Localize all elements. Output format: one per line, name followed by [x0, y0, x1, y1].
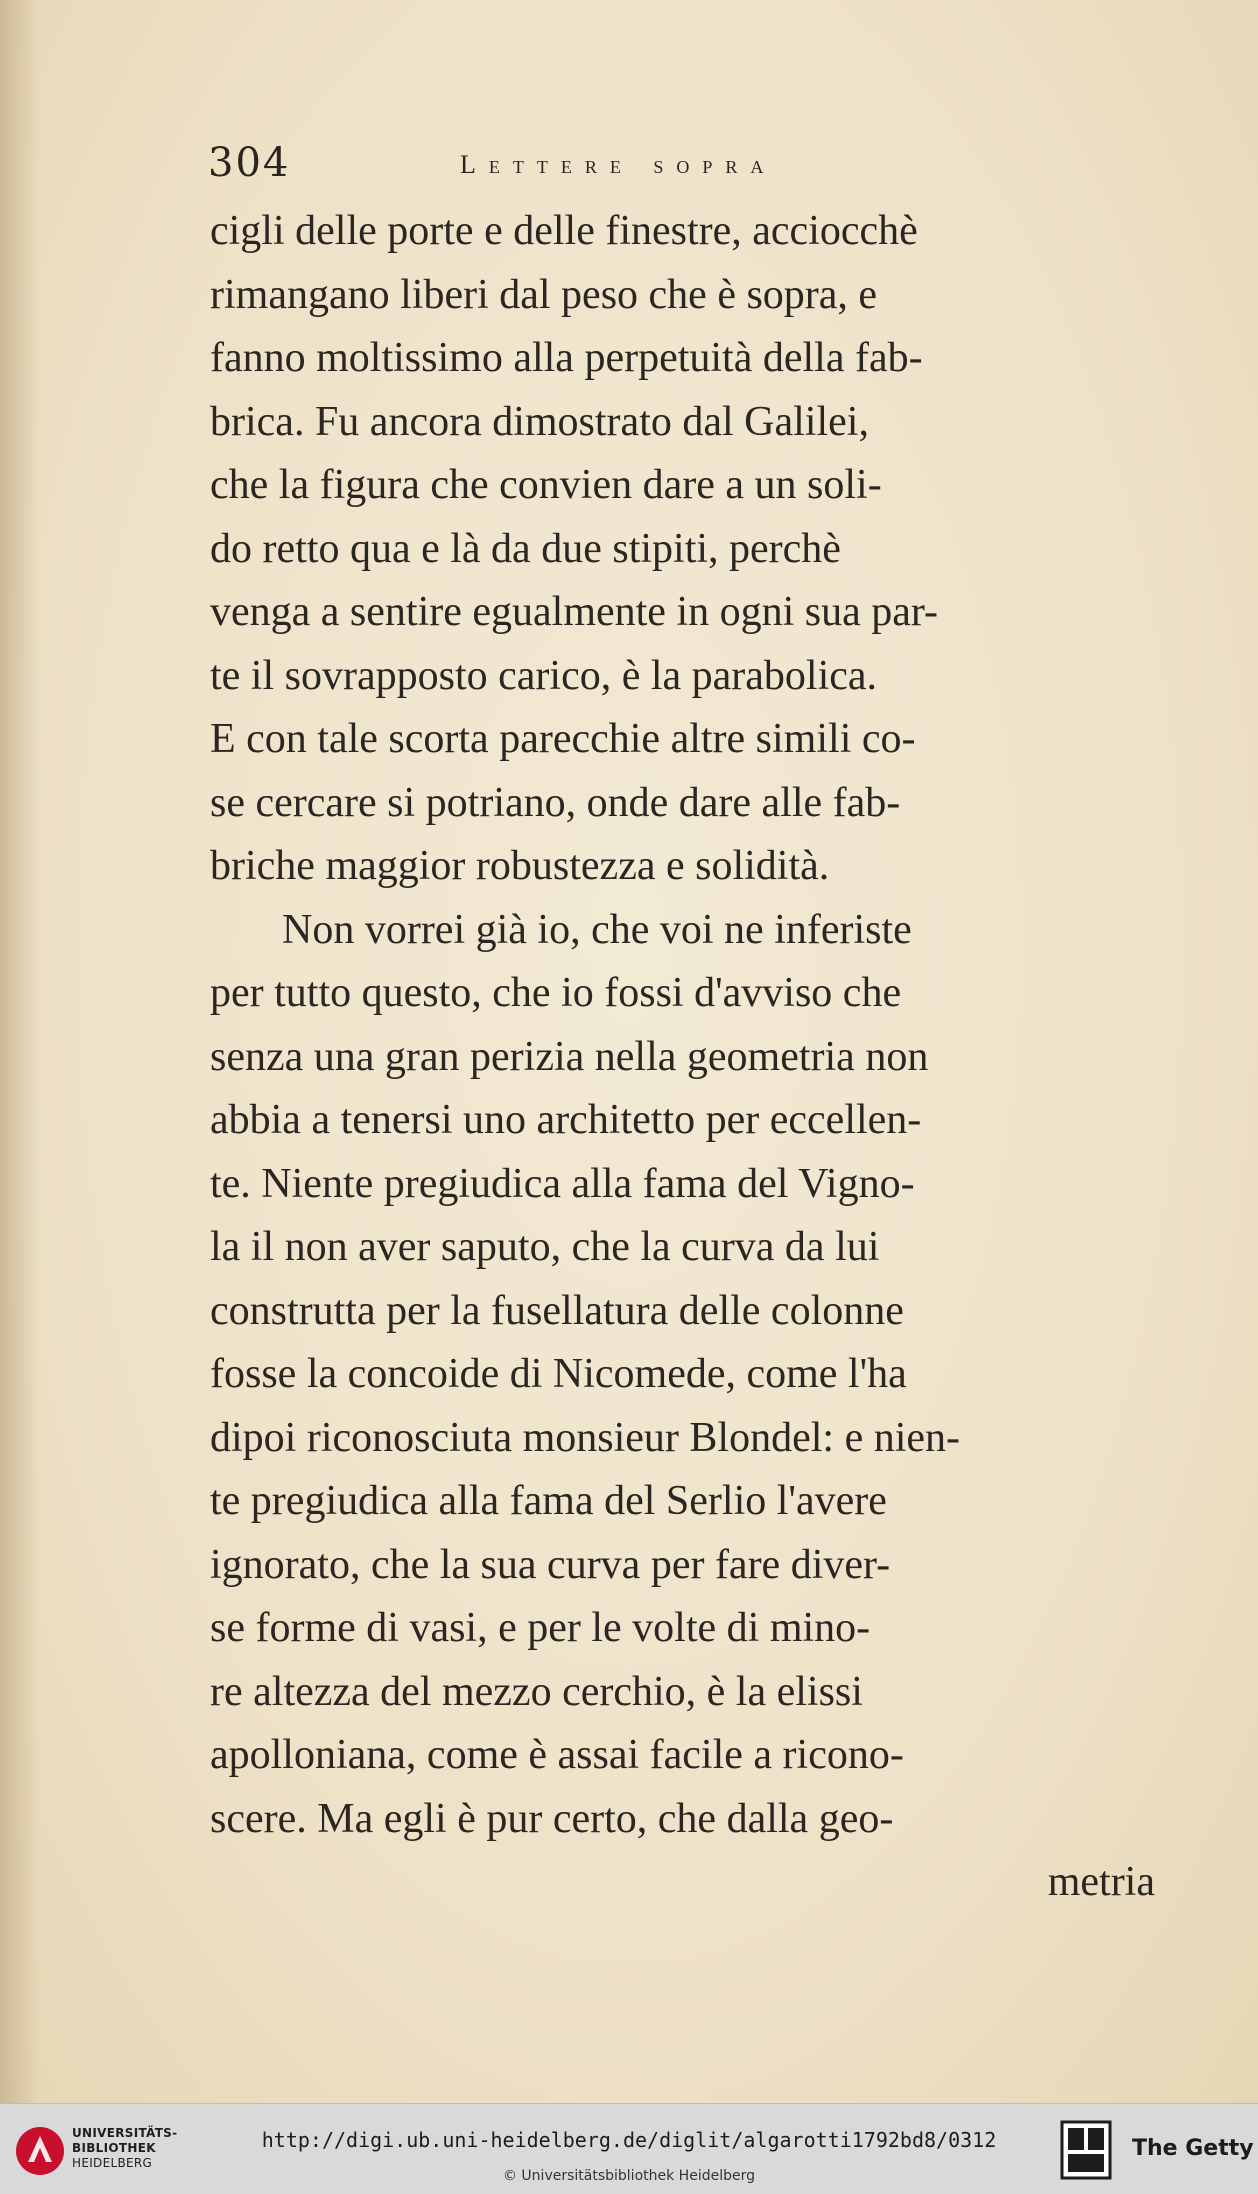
text-line: do retto qua e là da due stipiti, perchè — [210, 525, 841, 572]
text-line: fosse la concoide di Nicomede, come l'ha — [210, 1351, 907, 1397]
running-head: Lettere sopra — [460, 150, 777, 179]
text-line: se cercare si potriano, onde dare alle fab- — [210, 779, 901, 826]
text-line: la il non aver saputo, che la curva da lui — [210, 1224, 880, 1270]
text-line: apolloniana, come è assai facile a ricono- — [210, 1732, 904, 1778]
text-line: che la figura che convien dare a un soli- — [210, 462, 882, 508]
text-line: venga a sentire egualmente in ogni sua par- — [210, 589, 939, 635]
viewer-footer — [0, 2103, 1258, 2194]
text-line: dipoi riconosciuta monsieur Blondel: e nien- — [210, 1414, 961, 1461]
page-gutter-shadow — [0, 0, 40, 2103]
text-line: te. Niente pregiudica alla fama del Vigno- — [210, 1160, 915, 1207]
text-line: scere. Ma egli è pur certo, che dalla geo- — [210, 1795, 894, 1842]
text-line: rimangano liberi dal peso che è sopra, e — [210, 271, 878, 318]
partner-name: The Getty — [1132, 2136, 1254, 2161]
text-line: te pregiudica alla fama del Serlio l'avere — [210, 1478, 887, 1524]
text-line: brica. Fu ancora dimostrato dal Galilei, — [210, 398, 869, 445]
text-line: re altezza del mezzo cerchio, è la elissi — [210, 1668, 863, 1715]
text-line-paragraph-start: Non vorrei già io, che voi ne inferiste — [282, 906, 912, 953]
library-name-line: HEIDELBERG — [72, 2156, 153, 2170]
page-number: 304 — [208, 140, 291, 186]
library-name-line: BIBLIOTHEK — [72, 2141, 156, 2155]
text-line: cigli delle porte e delle finestre, acciocchè — [210, 208, 918, 254]
page-header — [208, 140, 928, 190]
copyright-notice: © Universitätsbibliothek Heidelberg — [502, 2168, 755, 2184]
text-line: E con tale scorta parecchie altre simili co- — [210, 716, 916, 762]
getty-logo-icon[interactable] — [1060, 2120, 1112, 2180]
text-line: te il sovrapposto carico, è la parabolica. — [210, 652, 878, 699]
text-line: per tutto questo, che io fossi d'avviso che — [210, 970, 902, 1016]
text-line: ignorato, che la sua curva per fare diver- — [210, 1541, 891, 1588]
permalink-url[interactable]: http://digi.ub.uni-heidelberg.de/diglit/algarotti1792bd8/0312 — [261, 2128, 997, 2152]
text-line: senza una gran perizia nella geometria non — [210, 1033, 929, 1080]
text-line: construtta per la fusellatura delle colonne — [210, 1287, 904, 1334]
text-line: se forme di vasi, e per le volte di mino- — [210, 1605, 871, 1651]
text-line: abbia a tenersi uno architetto per eccellen- — [210, 1097, 922, 1143]
text-line: briche maggior robustezza e solidità. — [210, 843, 830, 889]
text-line: fanno moltissimo alla perpetuità della fab- — [210, 335, 923, 381]
catchword: metria — [1047, 1859, 1155, 1905]
page-body — [210, 200, 1210, 1915]
library-name-line: UNIVERSITÄTS- — [72, 2126, 178, 2140]
